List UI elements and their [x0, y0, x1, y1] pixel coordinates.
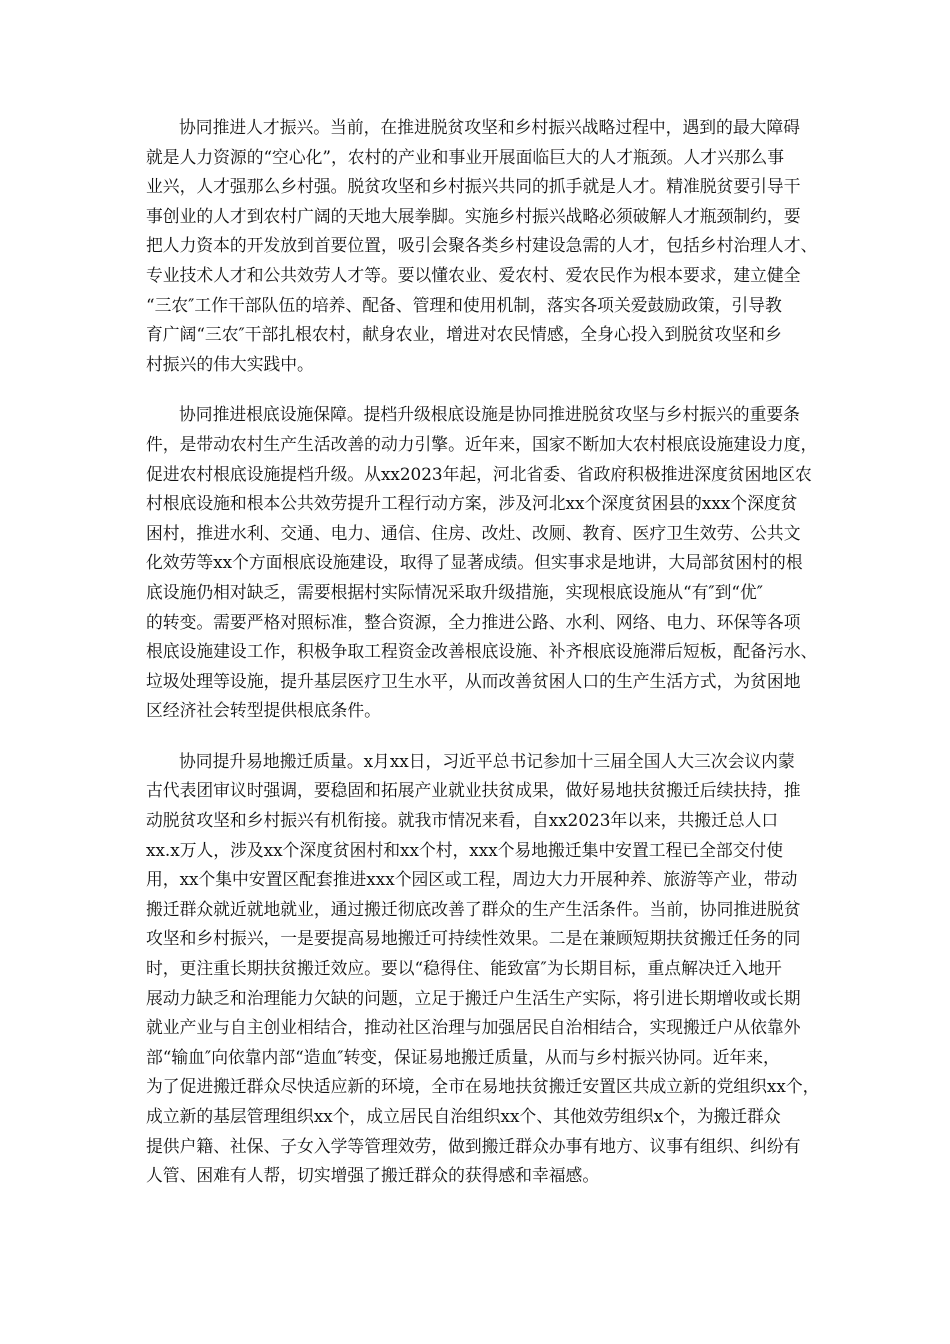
text-line: 困村，推进水利、交通、电力、通信、住房、改灶、改厕、教育、医疗卫生效劳、公共文 [146, 522, 801, 543]
text-line: 展动力缺乏和治理能力欠缺的问题，立足于搬迁户生活生产实际，将引进长期增收或长期 [146, 987, 801, 1008]
text-line: 的转变。需要严格对照标准，整合资源，全力推进公路、水利、网络、电力、环保等各项 [146, 611, 801, 632]
text-line: 底设施仍相对缺乏，需要根据村实际情况采取升级措施，实现根底设施从“有″到“优″ [146, 581, 764, 602]
text-line: 协同推进人才振兴。当前，在推进脱贫攻坚和乡村振兴战略过程中，遇到的最大障碍 [179, 117, 800, 137]
text-line: 协同推进根底设施保障。提档升级根底设施是协同推进脱贫攻坚与乡村振兴的重要条 [179, 404, 800, 425]
text-line: 件，是带动农村生产生活改善的动力引擎。近年来，国家不断加大农村根底设施建设力度， [146, 433, 818, 454]
paragraph-infrastructure [146, 400, 826, 726]
text-line: 就是人力资源的“空心化”，农村的产业和事业开展面临巨大的人才瓶颈。人才兴那么事 [146, 146, 785, 167]
text-line: 育广阔“三农″干部扎根农村，献身农业，增进对农民情感，全身心投入到脱贫攻坚和乡 [146, 324, 782, 345]
text-line: 根底设施建设工作，积极争取工程资金改善根底设施、补齐根底设施滞后短板，配备污水、 [146, 641, 818, 662]
text-line: 垃圾处理等设施，提升基层医疗卫生水平，从而改善贫困人口的生产生活方式，为贫困地 [146, 670, 801, 691]
text-line: xx.x万人，涉及xx个深度贫困村和xx个村，xxx个易地搬迁集中安置工程已全部交付使 [146, 839, 783, 860]
text-line: 动脱贫攻坚和乡村振兴有机衔接。就我市情况来看，自xx2023年以来，共搬迁总人口 [146, 810, 779, 831]
text-line: 事创业的人才到农村广阔的天地大展拳脚。实施乡村振兴战略必须破解人才瓶颈制约，要 [146, 205, 801, 226]
text-line: 人管、困难有人帮，切实增强了搬迁群众的获得感和幸福感。 [146, 1165, 600, 1186]
text-line: 村振兴的伟大实践中。 [146, 353, 314, 374]
paragraph-talent-revitalization [146, 113, 826, 379]
text-line: 专业技术人才和公共效劳人才等。要以懂农业、爱农村、爱农民作为根本要求，建立健全 [146, 264, 801, 285]
document-body [146, 113, 826, 1212]
text-line: 搬迁群众就近就地就业，通过搬迁彻底改善了群众的生产生活条件。当前，协同推进脱贫 [146, 898, 801, 919]
text-line: 用，xx个集中安置区配套推进xxx个园区或工程，周边大力开展种养、旅游等产业，带动 [146, 869, 798, 890]
paragraph-relocation [146, 747, 826, 1191]
text-line: 村根底设施和根本公共效劳提升工程行动方案，涉及河北xx个深度贫困县的xxx个深度贫 [146, 493, 798, 514]
text-line: 攻坚和乡村振兴，一是要提高易地搬迁可持续性效果。二是在兼顾短期扶贫搬迁任务的同 [146, 928, 801, 949]
text-line: 成立新的基层管理组织xx个，成立居民自治组织xx个、其他效劳组织x个，为搬迁群众 [146, 1106, 781, 1126]
text-line: “三农″工作干部队伍的培养、配备、管理和使用机制，落实各项关爱鼓励政策，引导教 [146, 294, 782, 315]
text-line: 时，更注重长期扶贫搬迁效应。要以“稳得住、能致富″为长期目标，重点解决迁入地开 [146, 958, 782, 979]
text-line: 业兴，人才强那么乡村强。脱贫攻坚和乡村振兴共同的抓手就是人才。精准脱贫要引导干 [146, 176, 801, 197]
text-line: 化效劳等xx个方面根底设施建设，取得了显著成绩。但实事求是地讲，大局部贫困村的根 [146, 552, 803, 573]
text-line: 为了促进搬迁群众尽快适应新的环境，全市在易地扶贫搬迁安置区共成立新的党组织xx个， [146, 1076, 820, 1097]
text-line: 就业产业与自主创业相结合，推动社区治理与加强居民自治相结合，实现搬迁户从依靠外 [146, 1017, 801, 1038]
text-line: 提供户籍、社保、子女入学等管理效劳，做到搬迁群众办事有地方、议事有组织、纠纷有 [146, 1135, 801, 1156]
text-line: 把人力资本的开发放到首要位置，吸引会聚各类乡村建设急需的人才，包括乡村治理人才、 [146, 235, 818, 256]
text-line: 区经济社会转型提供根底条件。 [146, 700, 381, 721]
text-line: 古代表团审议时强调，要稳固和拓展产业就业扶贫成果，做好易地扶贫搬迁后续扶持，推 [146, 780, 801, 801]
text-line: 协同提升易地搬迁质量。x月xx日，习近平总书记参加十三届全国人大三次会议内蒙 [179, 750, 795, 771]
text-line: 促进农村根底设施提档升级。从xx2023年起，河北省委、省政府积极推进深度贫困地区农 [146, 463, 812, 484]
text-line: 部“输血″向依靠内部“造血″转变，保证易地搬迁质量，从而与乡村振兴协同。近年来， [146, 1046, 780, 1067]
